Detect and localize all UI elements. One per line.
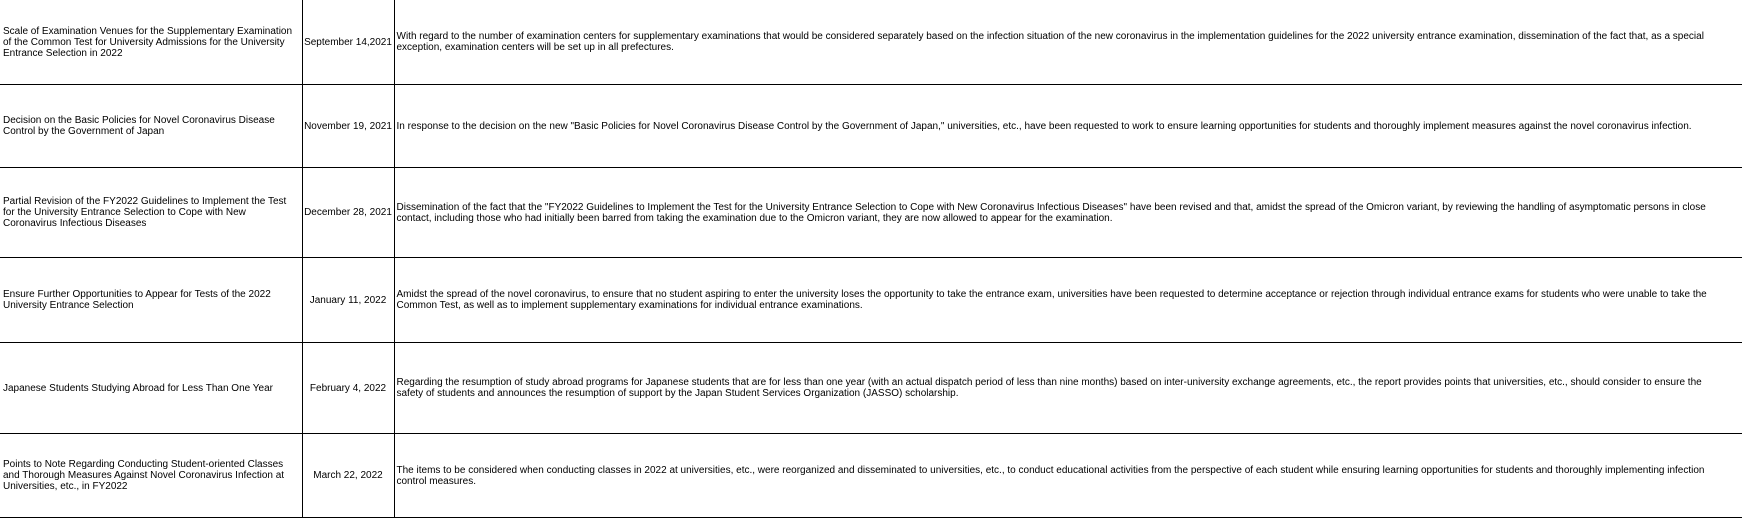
title-text: Points to Note Regarding Conducting Student-oriented Classes and Thorough Measures Against Novel Coronavirus Infection at Universities, etc., in FY2022	[3, 459, 285, 492]
title-text: Japanese Students Studying Abroad for Less Than One Year	[3, 382, 274, 394]
title-text: Scale of Examination Venues for the Supplementary Examination of the Common Test for University Admissions for the University Entrance Selection in 2022	[3, 25, 293, 59]
title-text: Partial Revision of the FY2022 Guidelines to Implement the Test for the University Entrance Selection to Cope with New Coronavirus Infectious Diseases	[3, 196, 287, 229]
table-row	[0, 343, 1742, 434]
date-text: February 4, 2022	[309, 382, 387, 394]
table-row	[0, 258, 1742, 343]
title-cell[interactable]	[0, 258, 302, 343]
table-row	[0, 0, 1742, 85]
description-cell[interactable]	[394, 168, 1742, 258]
description-cell[interactable]	[394, 0, 1742, 85]
description-cell[interactable]	[394, 434, 1742, 518]
title-text: Ensure Further Opportunities to Appear for Tests of the 2022 University Entrance Selection	[3, 289, 271, 311]
description-text: In response to the decision on the new "Basic Policies for Novel Coronavirus Disease Control by the Government of Japan," universities, etc., have been requested to work to ensure learning opportunities for students and thoroughly implement measures against the novel coronavirus infection.	[396, 120, 1692, 132]
description-text: Regarding the resumption of study abroad programs for Japanese students that are for less than one year (with an actual dispatch period of less than nine months) based on inter-university exchange agreements, etc., the report provides points that universities, etc., should consider to ensure the safety of students and announces the resumption of support by the Japan Student Services Organization (JASSO) scholarship.	[396, 377, 1702, 399]
description-text: Amidst the spread of the novel coronavirus, to ensure that no student aspiring to enter the university loses the opportunity to take the entrance exam, universities have been requested to determine acceptance or rejection through individual entrance exams for students who were unable to take the Common Test, as well as to implement supplementary examinations for individual entrance examinations.	[396, 289, 1707, 311]
date-text: December 28, 2021	[304, 207, 392, 218]
description-text: The items to be considered when conducting classes in 2022 at universities, etc., were reorganized and disseminated to universities, etc., to conduct educational activities from the perspective of each student while ensuring learning opportunities for students and thoroughly implementing infection control measures.	[396, 464, 1705, 487]
title-cell[interactable]	[0, 168, 302, 258]
title-cell[interactable]	[0, 0, 302, 85]
date-cell[interactable]	[302, 0, 394, 85]
description-cell[interactable]	[394, 258, 1742, 343]
date-cell[interactable]	[302, 85, 394, 168]
date-cell[interactable]	[302, 258, 394, 343]
description-cell[interactable]	[394, 85, 1742, 168]
date-text: January 11, 2022	[309, 294, 387, 306]
table-row	[0, 85, 1742, 168]
date-text: November 19, 2021	[304, 120, 392, 132]
title-text: Decision on the Basic Policies for Novel Coronavirus Disease Control by the Government of Japan	[3, 115, 275, 137]
title-cell[interactable]	[0, 85, 302, 168]
date-text: March 22, 2022	[313, 470, 383, 481]
date-text: September 14,2021	[304, 36, 392, 48]
date-cell[interactable]	[302, 343, 394, 434]
table-row	[0, 434, 1742, 518]
description-cell[interactable]	[394, 343, 1742, 434]
date-cell[interactable]	[302, 434, 394, 518]
title-cell[interactable]	[0, 343, 302, 434]
table-row	[0, 168, 1742, 258]
description-text: With regard to the number of examination centers for supplementary examinations that would be considered separately based on the infection situation of the new coronavirus in the implementation guidelines for the 2022 university entrance examination, dissemination of the fact that, as a special exception, examination centers will be set up in all prefectures.	[396, 31, 1704, 53]
title-cell[interactable]	[0, 434, 302, 518]
date-cell[interactable]	[302, 168, 394, 258]
description-text: Dissemination of the fact that the "FY2022 Guidelines to Implement the Test for the University Entrance Selection to Cope with New Coronavirus Infectious Diseases" have been revised and that, amidst the spread of the Omicron variant, by reviewing the handling of asymptomatic persons in close contact, including those who had initially been barred from taking the examination due to the Omicron variant, they are now allowed to appear for the examination.	[396, 201, 1706, 224]
